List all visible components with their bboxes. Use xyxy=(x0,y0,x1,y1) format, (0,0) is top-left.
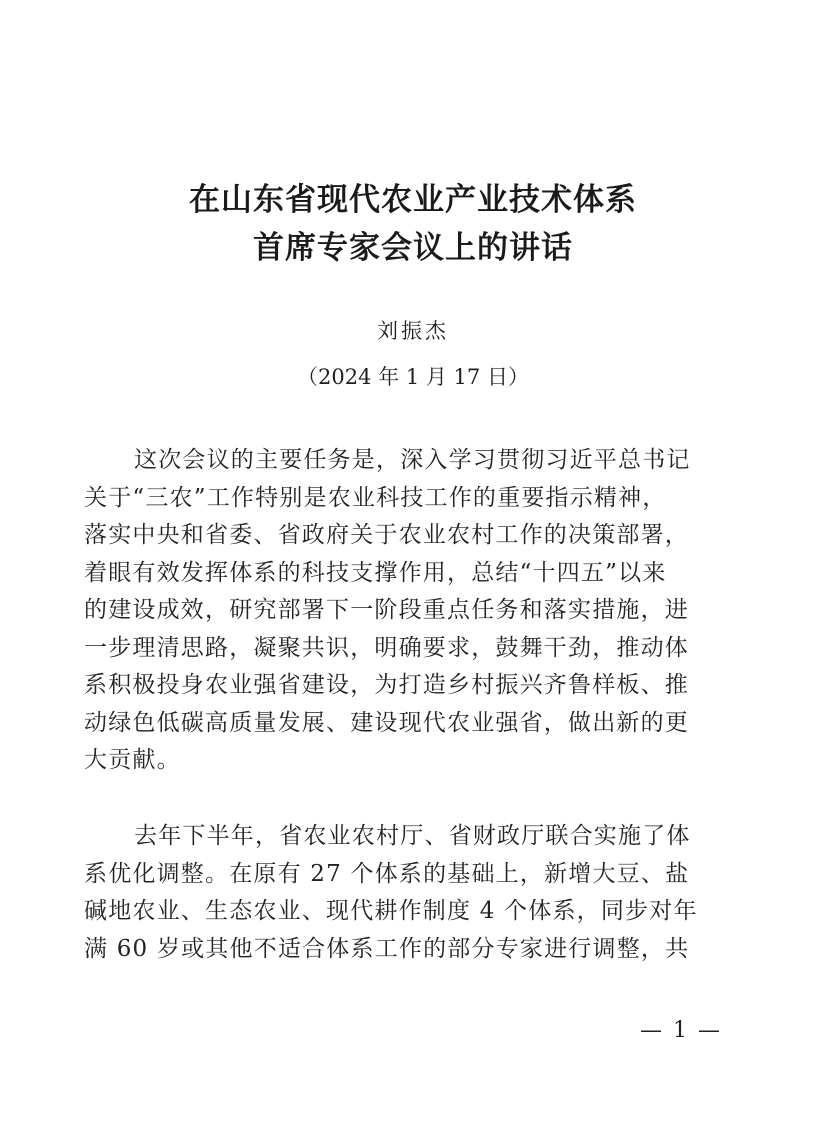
paragraph-line: 去年下半年，省农业农村厅、省财政厅联合实施了体 xyxy=(134,823,691,849)
paragraph-line: 动绿色低碳高质量发展、建设现代农业强省，做出新的更 xyxy=(84,709,689,736)
document-title-line-2: 首席专家会议上的讲话 xyxy=(253,230,573,266)
author-name: 刘振杰 xyxy=(377,319,449,343)
paragraph-line: 系优化调整。在原有 27 个体系的基础上，新增大豆、盐 xyxy=(84,860,690,887)
paragraph-line: 系积极投身农业强省建设，为打造乡村振兴齐鲁样板、推 xyxy=(84,672,689,698)
paragraph-line: 的建设成效，研究部署下一阶段重点任务和落实措施，进 xyxy=(84,597,689,623)
paragraph-line: 一步理清思路，凝聚共识，明确要求，鼓舞干劲，推动体 xyxy=(84,634,689,661)
paragraph-line: 这次会议的主要任务是，深入学习贯彻习近平总书记 xyxy=(134,447,691,473)
paragraph-line: 着眼有效发挥体系的科技支撑作用，总结“十四五”以来 xyxy=(84,559,667,586)
paragraph-line: 满 60 岁或其他不适合体系工作的部分专家进行调整，共 xyxy=(84,935,690,962)
paragraph-1 xyxy=(84,442,744,780)
speech-date: （2024 年 1 月 17 日） xyxy=(297,365,529,389)
paragraph-line: 关于“三农”工作特别是农业科技工作的重要指示精神， xyxy=(84,484,667,511)
paragraph-line: 大贡献。 xyxy=(84,747,181,773)
document-title-line-1: 在山东省现代农业产业技术体系 xyxy=(189,182,637,218)
paragraph-line: 碱地农业、生态农业、现代耕作制度 4 个体系，同步对年 xyxy=(84,898,698,924)
paragraph-line: 落实中央和省委、省政府关于农业农村工作的决策部署， xyxy=(84,522,689,548)
page-number: — 1 — xyxy=(640,1018,722,1043)
paragraph-2 xyxy=(84,818,744,968)
